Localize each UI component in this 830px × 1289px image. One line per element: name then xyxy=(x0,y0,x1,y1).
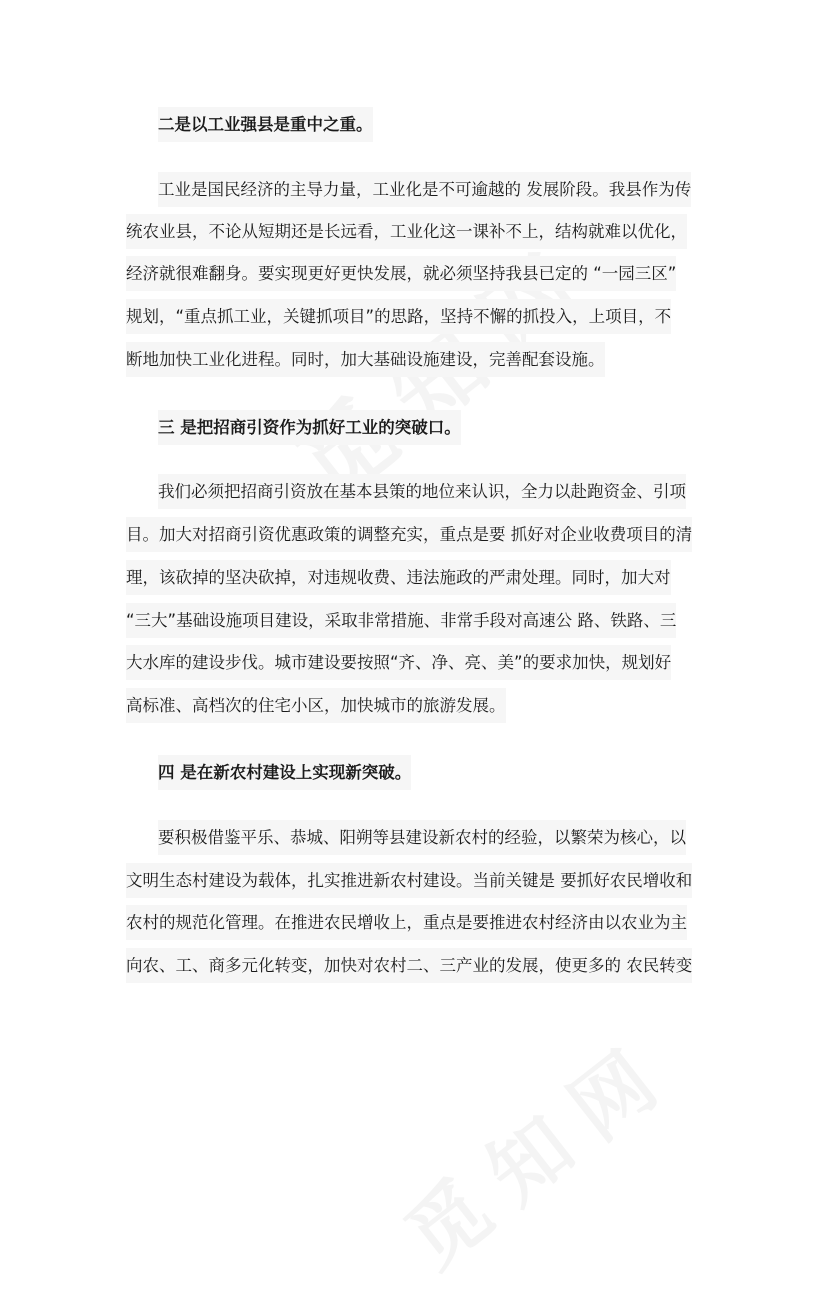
paragraph-line: “三大”基础设施项目建设，采取非常措施、非常手段对高速公 路、铁路、三 xyxy=(126,603,676,638)
paragraph-line: 农村的规范化管理。在推进农民增收上，重点是要推进农村经济由以农业为主 xyxy=(126,905,687,940)
section-heading-4: 四 是在新农村建设上实现新突破。 xyxy=(158,755,411,790)
paragraph-line: 理，该砍掉的坚决砍掉，对违规收费、违法施政的严肃处理。同时，加大对 xyxy=(126,560,671,595)
paragraph-line: 统农业县，不论从短期还是长远看，工业化这一课补不上，结构就难以优化， xyxy=(126,214,687,249)
paragraph-line: 大水库的建设步伐。城市建设要按照“齐、净、亮、美”的要求加快，规划好 xyxy=(126,645,671,680)
paragraph-line: 向农、工、商多元化转变，加快对农村二、三产业的发展，使更多的 农民转变 xyxy=(126,948,692,983)
paragraph-line: 经济就很难翻身。要实现更好更快发展，就必须坚持我县已定的 “一园三区” xyxy=(126,256,676,291)
paragraph-line: 断地加快工业化进程。同时，加大基础设施建设，完善配套设施。 xyxy=(126,342,605,377)
section-heading-2: 二是以工业强县是重中之重。 xyxy=(158,107,373,142)
paragraph-line: 要积极借鉴平乐、恭城、阳朔等县建设新农村的经验，以繁荣为核心，以 xyxy=(158,820,686,855)
paragraph-line: 文明生态村建设为载体，扎实推进新农村建设。当前关键是 要抓好农民增收和 xyxy=(126,863,692,898)
section-heading-3: 三 是把招商引资作为抓好工业的突破口。 xyxy=(158,410,461,445)
paragraph-line: 我们必须把招商引资放在基本县策的地位来认识，全力以赴跑资金、引项 xyxy=(158,474,686,509)
paragraph-line: 规划，“重点抓工业，关键抓项目”的思路，坚持不懈的抓投入，上项目，不 xyxy=(126,299,671,334)
paragraph-line: 工业是国民经济的主导力量，工业化是不可逾越的 发展阶段。我县作为传 xyxy=(158,172,691,207)
watermark-bottom xyxy=(378,1006,695,1289)
paragraph-line: 高标准、高档次的住宅小区，加快城市的旅游发展。 xyxy=(126,688,506,723)
paragraph-line: 目。加大对招商引资优惠政策的调整充实，重点是要 抓好对企业收费项目的清 xyxy=(126,517,692,552)
